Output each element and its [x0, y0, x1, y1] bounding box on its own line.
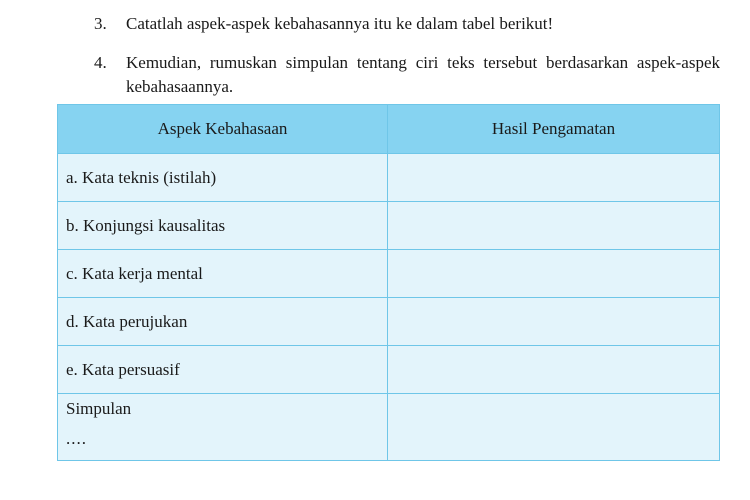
instruction-number: 4.	[94, 53, 107, 72]
aspect-cell: d. Kata perujukan	[58, 298, 388, 346]
table-row	[58, 250, 720, 298]
table-row	[58, 154, 720, 202]
instruction-text: Kemudian, rumuskan simpulan tentang ciri teks tersebut berdasarkan aspek-aspek kebahasaannya.	[126, 53, 720, 96]
aspect-cell: c. Kata kerja mental	[58, 250, 388, 298]
observation-cell[interactable]	[388, 202, 720, 250]
header-observation: Hasil Pengamatan	[388, 105, 720, 154]
summary-cell	[58, 394, 388, 461]
observation-cell[interactable]	[388, 346, 720, 394]
aspect-cell: b. Konjungsi kausalitas	[58, 202, 388, 250]
table-header-row	[58, 105, 720, 154]
summary-placeholder: ....	[66, 429, 87, 448]
instruction-3	[94, 12, 720, 36]
observation-cell[interactable]	[388, 250, 720, 298]
table-row	[58, 202, 720, 250]
summary-label: Simpulan	[66, 399, 132, 418]
aspect-cell: e. Kata persuasif	[58, 346, 388, 394]
summary-observation-cell[interactable]	[388, 394, 720, 461]
aspect-cell: a. Kata teknis (istilah)	[58, 154, 388, 202]
summary-row	[58, 394, 720, 461]
table-row	[58, 298, 720, 346]
table-row	[58, 346, 720, 394]
instruction-4	[94, 51, 720, 99]
instruction-text: Catatlah aspek-aspek kebahasannya itu ke dalam tabel berikut!	[126, 14, 554, 33]
header-aspect: Aspek Kebahasaan	[58, 105, 388, 154]
observation-cell[interactable]	[388, 298, 720, 346]
language-aspects-table	[57, 104, 720, 461]
observation-cell[interactable]	[388, 154, 720, 202]
instruction-number: 3.	[94, 14, 107, 33]
